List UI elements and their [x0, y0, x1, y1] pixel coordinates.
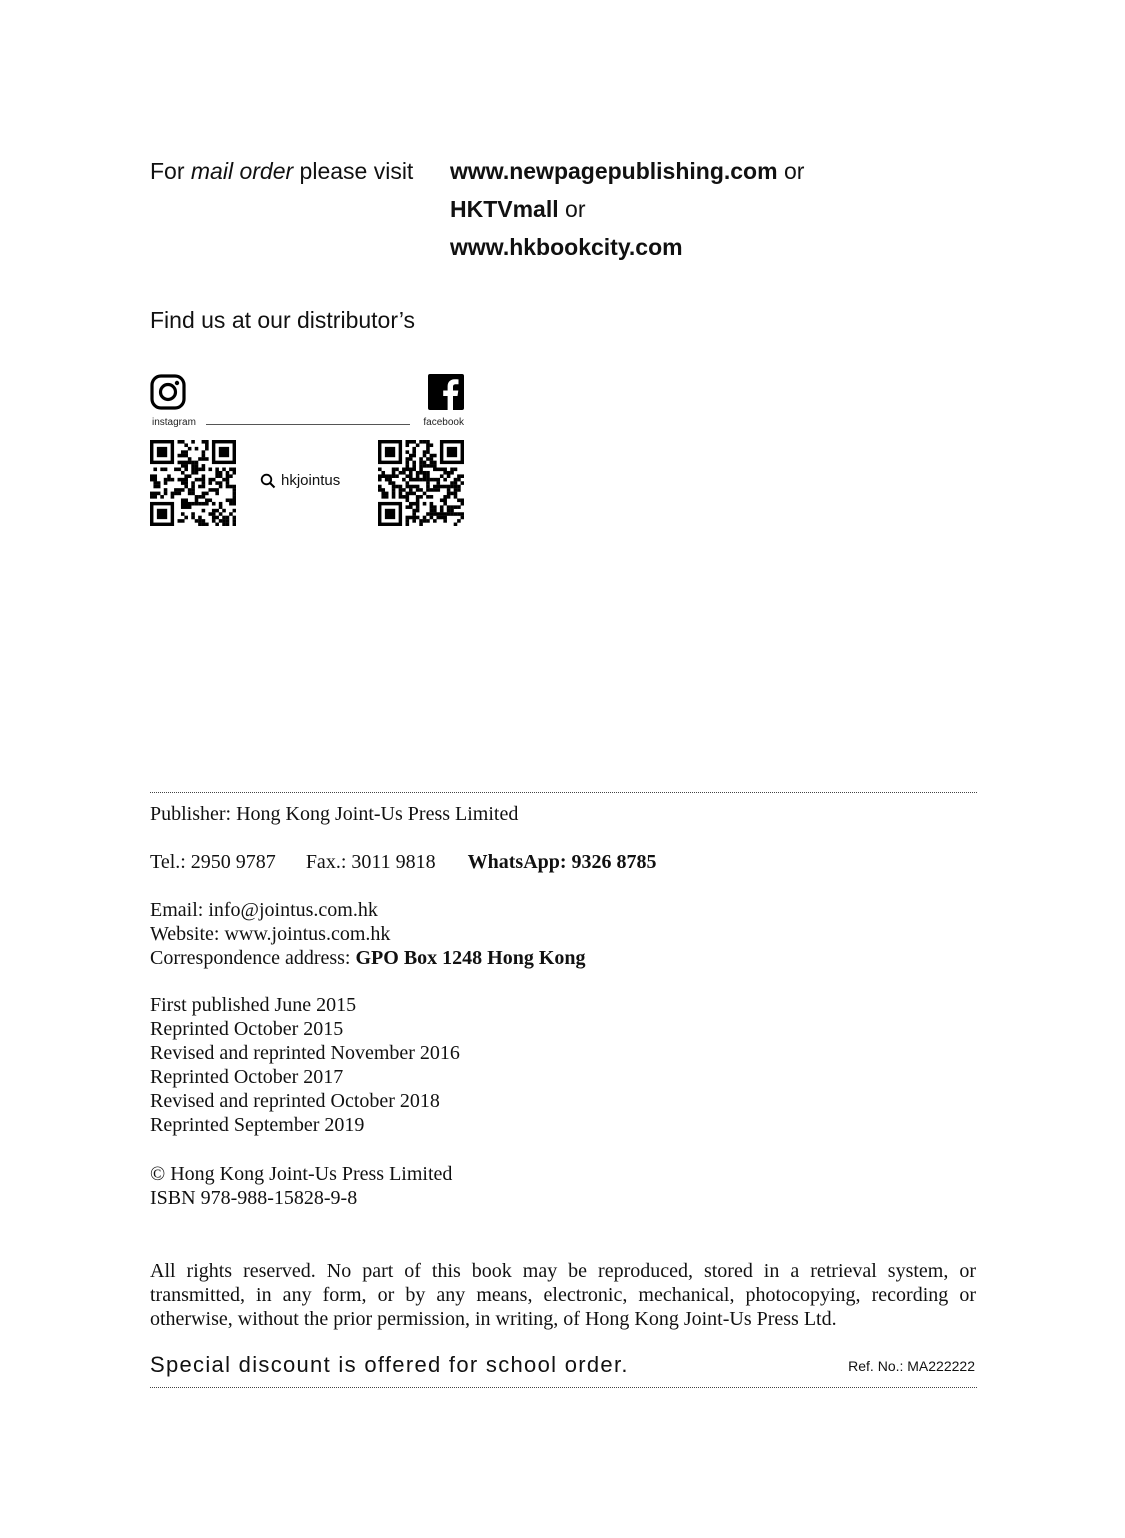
- history-item: Revised and reprinted November 2016: [150, 1042, 460, 1064]
- whatsapp: WhatsApp: 9326 8785: [467, 851, 657, 873]
- history-item: First published June 2015: [150, 994, 357, 1016]
- history-item: Reprinted September 2019: [150, 1114, 365, 1136]
- site-hktvmall[interactable]: HKTVmall: [450, 196, 559, 222]
- mail-order-emphasis: mail order: [190, 158, 294, 184]
- connector-or: or: [565, 196, 586, 222]
- address-label: Correspondence address:: [150, 947, 356, 969]
- mail-order-label: [150, 152, 413, 190]
- fax: Fax.: 3011 9818: [305, 851, 436, 873]
- address-value: GPO Box 1248 Hong Kong: [355, 947, 586, 969]
- facebook-qr-code[interactable]: [378, 440, 464, 526]
- publication-history: [150, 993, 460, 1137]
- connector-or: or: [783, 158, 805, 184]
- facebook-label: facebook: [423, 417, 464, 428]
- reference-number: Ref. No.: MA222222: [848, 1358, 975, 1374]
- instagram-qr-code[interactable]: [150, 440, 236, 526]
- divider-top: [150, 792, 977, 793]
- social-block: [150, 372, 466, 528]
- search-icon: [260, 473, 276, 489]
- isbn: ISBN 978-988-15828-9-8: [150, 1187, 358, 1209]
- site-hkbookcity[interactable]: www.hkbookcity.com: [450, 234, 683, 260]
- facebook-icon[interactable]: [428, 374, 464, 410]
- rights-statement: All rights reserved. No part of this book may be reproduced, stored in a retrieval system, or transmitted, in any form, or by any means, electronic, mechanical, photocopying, recording or otherwise, without the prior permission, in writing, of Hong Kong Joint-Us Press Ltd.: [150, 1260, 976, 1330]
- instagram-label: instagram: [152, 417, 196, 428]
- mail-order-suffix: please visit: [293, 158, 414, 184]
- search-handle: [260, 472, 340, 489]
- correspondence-address: [150, 946, 586, 970]
- site-newpagepublishing[interactable]: www.newpagepublishing.com: [450, 158, 778, 184]
- history-item: Reprinted October 2015: [150, 1018, 344, 1040]
- handle-text: hkjointus: [281, 472, 341, 489]
- footer: [150, 1352, 976, 1382]
- copyright-line: © Hong Kong Joint-Us Press Limited: [150, 1163, 453, 1185]
- contact-row: [150, 850, 657, 874]
- tel: Tel.: 2950 9787: [150, 851, 276, 873]
- divider: [206, 424, 410, 425]
- history-item: Reprinted October 2017: [150, 1066, 344, 1088]
- mail-order-prefix: For: [150, 158, 191, 184]
- mail-order-sites: [450, 152, 804, 266]
- divider-bottom: [150, 1387, 977, 1388]
- email: Email: info@jointus.com.hk: [150, 899, 378, 921]
- instagram-icon[interactable]: [150, 374, 186, 410]
- discount-notice: Special discount is offered for school order.: [150, 1352, 629, 1377]
- distributor-text: Find us at our distributor’s: [150, 307, 416, 333]
- publisher-line: Publisher: Hong Kong Joint-Us Press Limited: [150, 803, 519, 825]
- history-item: Revised and reprinted October 2018: [150, 1090, 440, 1112]
- website: Website: www.jointus.com.hk: [150, 923, 391, 945]
